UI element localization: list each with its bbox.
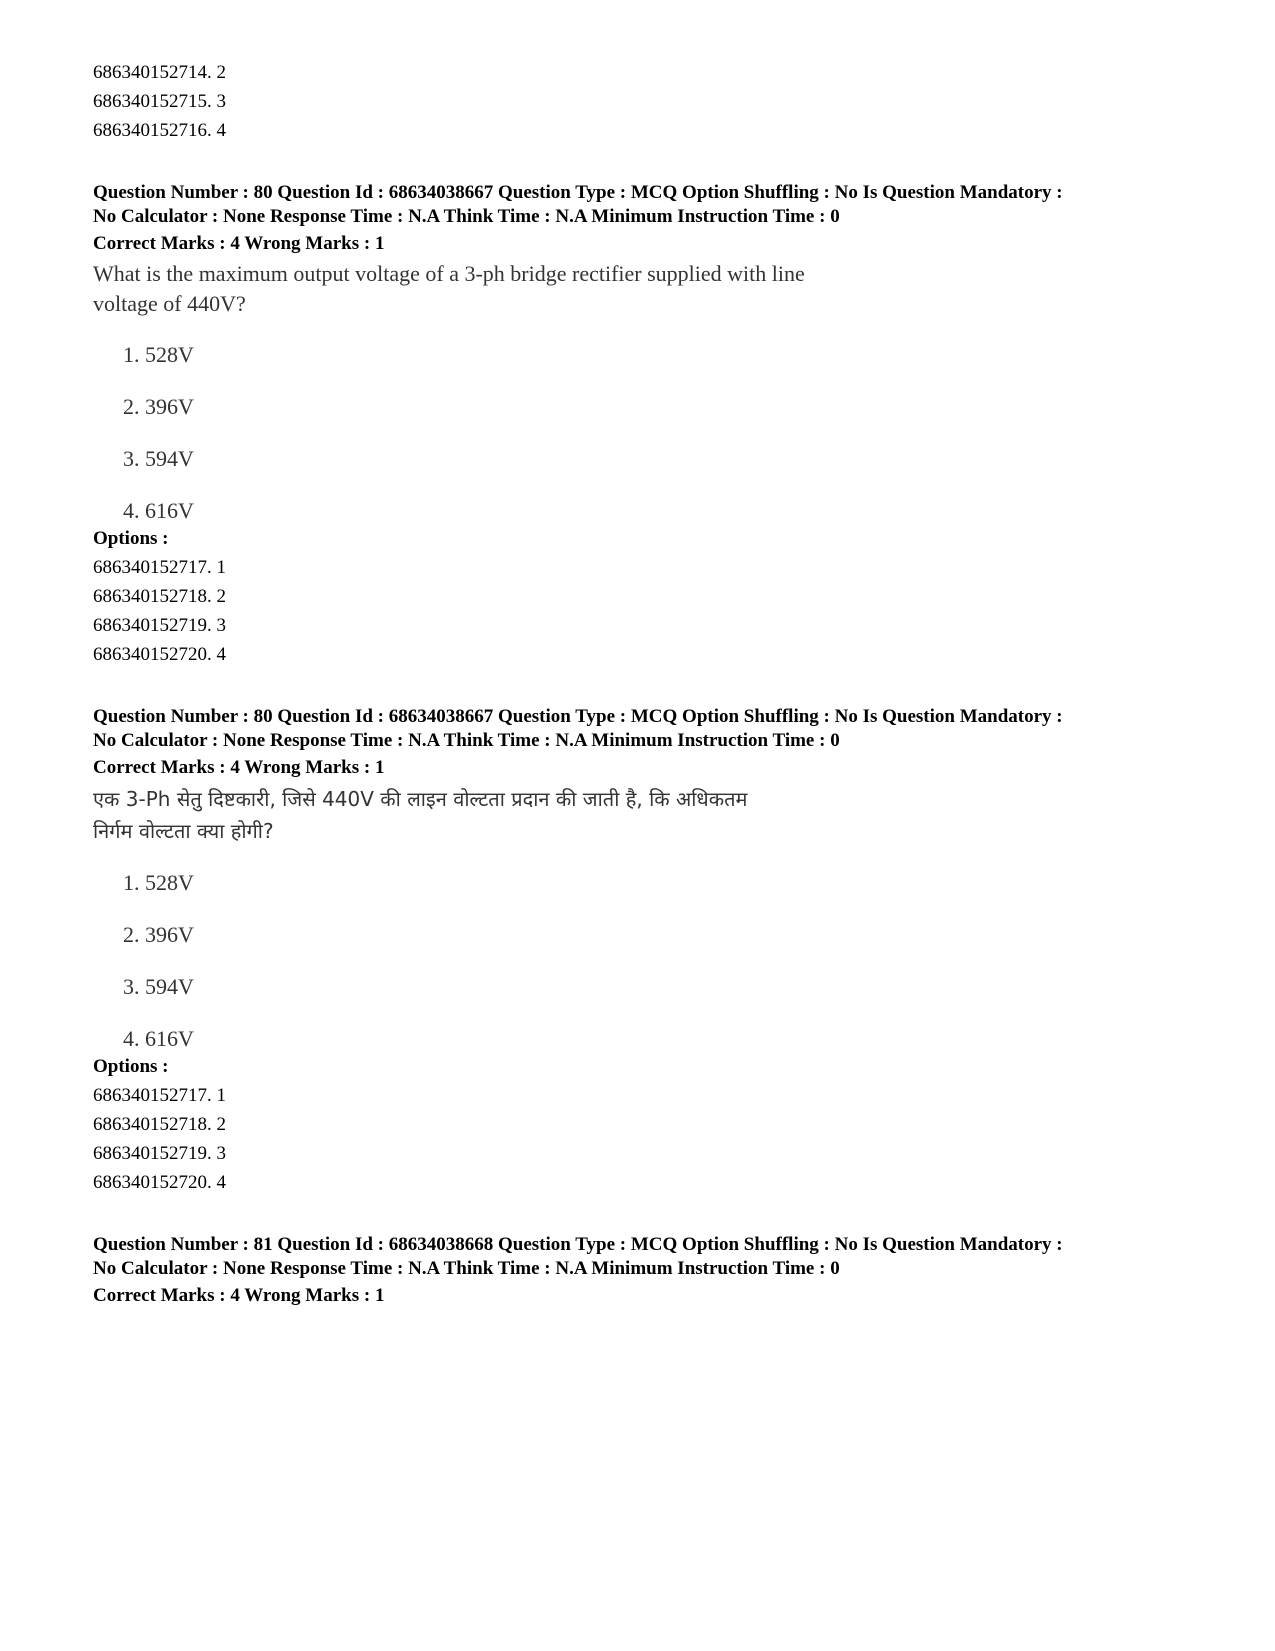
option-id-line: 686340152719. 3 xyxy=(93,615,226,636)
question-marks: Correct Marks : 4 Wrong Marks : 1 xyxy=(93,757,385,778)
question-block-81 xyxy=(93,1233,1203,1310)
spacer xyxy=(93,145,1203,181)
answer-choice: 1. 528V xyxy=(123,342,194,367)
question-meta-line2: No Calculator : None Response Time : N.A Think Time : N.A Minimum Instruction Time : 0 xyxy=(93,1258,840,1279)
question-marks: Correct Marks : 4 Wrong Marks : 1 xyxy=(93,233,385,254)
question-meta-line1: Question Number : 80 Question Id : 68634038667 Question Type : MCQ Option Shuffling : No Is Question Mandatory : xyxy=(93,182,1063,203)
option-id-line: 686340152714. 2 xyxy=(93,62,226,83)
question-text-line1: एक 3-Ph सेतु दिष्टकारी, जिसे 440V की लाइन वोल्टता प्रदान की जाती है, कि अधिकतम xyxy=(93,787,748,811)
question-meta-line2: No Calculator : None Response Time : N.A Think Time : N.A Minimum Instruction Time : 0 xyxy=(93,206,840,227)
option-id-line: 686340152717. 1 xyxy=(93,557,226,578)
question-text-line2: voltage of 440V? xyxy=(93,291,246,316)
option-id-line: 686340152719. 3 xyxy=(93,1143,226,1164)
answer-choice: 4. 616V xyxy=(123,498,194,523)
option-id-line: 686340152717. 1 xyxy=(93,1085,226,1106)
document-page xyxy=(93,58,1203,1310)
option-id-line: 686340152715. 3 xyxy=(93,91,226,112)
answer-choice: 2. 396V xyxy=(123,922,194,947)
options-label: Options : xyxy=(93,528,169,549)
answer-choice: 1. 528V xyxy=(123,870,194,895)
question-marks: Correct Marks : 4 Wrong Marks : 1 xyxy=(93,1285,385,1306)
question-meta-line2: No Calculator : None Response Time : N.A Think Time : N.A Minimum Instruction Time : 0 xyxy=(93,730,840,751)
option-id-line: 686340152718. 2 xyxy=(93,586,226,607)
option-id-line: 686340152720. 4 xyxy=(93,644,226,665)
question-text-line2: निर्गम वोल्टता क्या होगी? xyxy=(93,819,274,843)
spacer xyxy=(93,669,1203,705)
question-meta-line1: Question Number : 80 Question Id : 68634038667 Question Type : MCQ Option Shuffling : No Is Question Mandatory : xyxy=(93,706,1063,727)
spacer xyxy=(93,1197,1203,1233)
question-meta-line1: Question Number : 81 Question Id : 68634038668 Question Type : MCQ Option Shuffling : No Is Question Mandatory : xyxy=(93,1234,1063,1255)
option-id-line: 686340152716. 4 xyxy=(93,120,226,141)
question-block-80-hi xyxy=(93,705,1203,1197)
question-text-line1: What is the maximum output voltage of a 3-ph bridge rectifier supplied with line xyxy=(93,261,805,286)
answer-choice: 4. 616V xyxy=(123,1026,194,1051)
previous-options-list xyxy=(93,58,1203,145)
answer-choice: 2. 396V xyxy=(123,394,194,419)
option-id-line: 686340152720. 4 xyxy=(93,1172,226,1193)
answer-choice: 3. 594V xyxy=(123,974,194,999)
options-label: Options : xyxy=(93,1056,169,1077)
answer-choice: 3. 594V xyxy=(123,446,194,471)
question-block-80-en xyxy=(93,181,1203,669)
option-id-line: 686340152718. 2 xyxy=(93,1114,226,1135)
